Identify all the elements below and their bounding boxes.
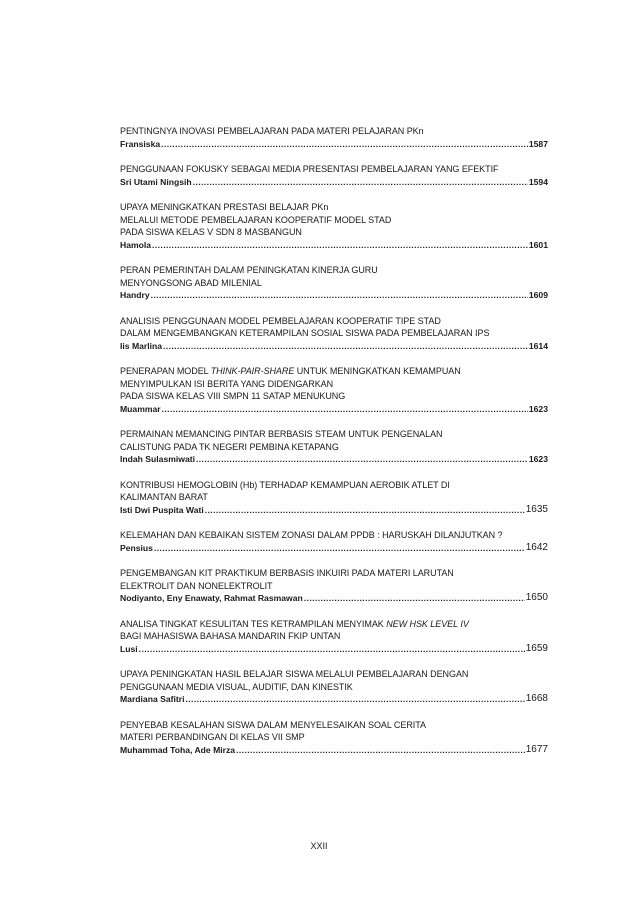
toc-entry (120, 365, 548, 415)
author-line (120, 340, 548, 353)
entry-author: Muhammad Toha, Ade Mirza (120, 744, 236, 755)
toc-entry (120, 125, 548, 150)
dot-leader (185, 693, 524, 706)
dot-leader (304, 592, 525, 605)
toc-entry (120, 479, 548, 517)
entry-title: PENYEBAB KESALAHAN SISWA DALAM MENYELESAIKAN SOAL CERITA (120, 719, 426, 730)
dot-leader (162, 403, 528, 416)
dot-leader (163, 340, 528, 353)
entry-title: PERMAINAN MEMANCING PINTAR BERBASIS STEAM UNTUK PENGENALAN (120, 429, 443, 439)
entry-author: Indah Sulasmiwati (120, 454, 195, 464)
author-line (120, 239, 548, 252)
entry-title-part: UNTUK MENINGKATKAN KEMAMPUAN (294, 366, 461, 376)
toc-entry (120, 201, 548, 251)
toc-entry (120, 264, 548, 302)
entry-author: Lusi (120, 643, 138, 654)
entry-author: Mardiana Safitri (120, 694, 185, 704)
dot-leader (236, 744, 525, 757)
author-line (120, 643, 548, 656)
entry-title: KELEMAHAN DAN KEBAIKAN SISTEM ZONASI DALAM PPDB : HARUSKAH DILANJUTKAN ? (120, 530, 503, 540)
page-number: 1668 (525, 693, 548, 704)
page-number: 1594 (528, 176, 548, 187)
entry-title: UPAYA MENINGKATKAN PRESTASI BELAJAR PKn (120, 202, 329, 212)
entry-author: Hamola (120, 239, 152, 250)
entry-title: KALIMANTAN BARAT (120, 492, 208, 502)
page-number: 1650 (525, 592, 548, 603)
toc-entry (120, 618, 548, 656)
entry-author: Handry (120, 290, 150, 300)
entry-title: DALAM MENGEMBANGKAN KETERAMPILAN SOSIAL SISWA PADA PEMBELAJARAN IPS (120, 328, 490, 338)
entry-title: KONTRIBUSI HEMOGLOBIN (Hb) TERHADAP KEMAMPUAN AEROBIK ATLET DI (120, 479, 450, 490)
page-number: 1587 (528, 138, 548, 149)
author-line (120, 744, 548, 757)
page-number: 1623 (528, 454, 548, 464)
entry-title: PENGGUNAAN MEDIA VISUAL, AUDITIF, DAN KINESTIK (120, 681, 353, 692)
dot-leader (193, 176, 528, 189)
entry-author: Muammar (120, 403, 161, 414)
entry-title: MENYONGSONG ABAD MILENIAL (120, 277, 262, 288)
dot-leader (151, 289, 528, 302)
toc-entry (120, 529, 548, 554)
dot-leader (139, 643, 525, 656)
entry-title: PENTINGNYA INOVASI PEMBELAJARAN PADA MATERI PELAJARAN PKn (120, 126, 424, 136)
entry-title: UPAYA PENINGKATAN HASIL BELAJAR SISWA MELALUI PEMBELAJARAN DENGAN (120, 669, 469, 679)
author-line (120, 693, 548, 706)
entry-title: PENGGUNAAN FOKUSKY SEBAGAI MEDIA PRESENTASI PEMBELAJARAN YANG EFEKTIF (120, 164, 499, 174)
entry-title: PADA SISWA KELAS VIII SMPN 11 SATAP MENUKUNG (120, 391, 346, 401)
author-line (120, 176, 548, 189)
entry-title-italic: NEW HSK LEVEL IV (386, 618, 469, 629)
toc-entry (120, 668, 548, 706)
entry-title: MENYIMPULKAN ISI BERITA YANG DIDENGARKAN (120, 378, 334, 389)
dot-leader (154, 542, 525, 555)
entry-title-part: PENERAPAN MODEL (120, 366, 211, 376)
toc-entry (120, 315, 548, 353)
author-line (120, 453, 548, 466)
toc-entry (120, 567, 548, 605)
entry-title: BAGI MAHASISWA BAHASA MANDARIN FKIP UNTAN (120, 631, 341, 641)
page-number: 1635 (525, 503, 548, 515)
entry-title (120, 618, 548, 631)
author-line (120, 138, 548, 151)
page-number: 1659 (525, 642, 548, 654)
entry-author: Sri Utami Ningsih (120, 176, 192, 187)
entry-title-part: ANALISA TINGKAT KESULITAN TES KETRAMPILAN MENYIMAK (120, 618, 387, 629)
dot-leader (152, 239, 528, 252)
entry-title: PENGEMBANGAN KIT PRAKTIKUM BERBASIS INKUIRI PADA MATERI LARUTAN (120, 568, 454, 578)
page-number: 1601 (528, 239, 548, 250)
table-of-contents (120, 125, 548, 769)
page-number: 1677 (525, 743, 548, 755)
dot-leader (161, 138, 528, 151)
author-line (120, 504, 548, 517)
page-number: 1614 (528, 340, 548, 351)
author-line (120, 289, 548, 302)
page-number: 1642 (525, 541, 548, 553)
author-line (120, 592, 548, 605)
entry-title: CALISTUNG PADA TK NEGERI PEMBINA KETAPANG (120, 441, 339, 452)
entry-author: Iis Marlina (120, 340, 163, 351)
toc-entry (120, 719, 548, 757)
entry-title: MATERI PERBANDINGAN DI KELAS VII SMP (120, 732, 305, 742)
entry-author: Pensius (120, 542, 153, 553)
entry-title: PADA SISWA KELAS V SDN 8 MASBANGUN (120, 227, 302, 237)
entry-title: ANALISIS PENGGUNAAN MODEL PEMBELAJARAN KOOPERATIF TIPE STAD (120, 315, 441, 326)
page-footer-number: XXII (310, 841, 328, 851)
dot-leader (196, 453, 528, 466)
entry-author: Fransiska (120, 138, 161, 149)
page-number: 1623 (528, 403, 548, 414)
entry-title: PERAN PEMERINTAH DALAM PENINGKATAN KINERJA GURU (120, 265, 378, 275)
entry-author: Nodiyanto, Eny Enawaty, Rahmat Rasmawan (120, 593, 303, 603)
entry-author: Isti Dwi Puspita Wati (120, 504, 204, 515)
author-line (120, 542, 548, 555)
author-line (120, 403, 548, 416)
page-number: 1609 (528, 290, 548, 300)
toc-entry (120, 428, 548, 466)
entry-title: MELALUI METODE PEMBELAJARAN KOOPERATIF MODEL STAD (120, 214, 392, 225)
toc-entry (120, 163, 548, 188)
entry-title (120, 365, 548, 378)
entry-title-italic: THINK-PAIR-SHARE (210, 366, 295, 376)
dot-leader (205, 504, 525, 517)
entry-title: ELEKTROLIT DAN NONELEKTROLIT (120, 580, 273, 591)
